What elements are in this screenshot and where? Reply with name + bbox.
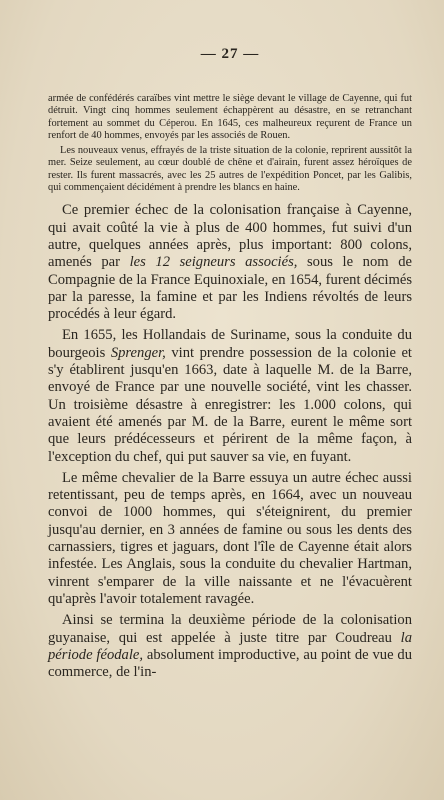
- paragraph-feudal-period: Ainsi se termina la deuxième période de la colonisation guyanaise, qui est appelée à juste titre par Coudreau la période féodale, absolument improductive, au point de vue du commerce, de l'in-: [48, 612, 412, 681]
- emphasis-text: les 12 seigneurs associés,: [129, 254, 298, 271]
- paragraph-la-barre: Le même chevalier de la Barre essuya un autre échec aussi retentissant, peu de temps après, en 1664, avec un nouveau convoi de 1000 hommes, qui s'éteignirent, du premier jusqu'au dernier, en 3 années de famine ou sous les dents des carnassiers, tigres et jaguars, dont l'île de Cayenne était alors infestée. Les Anglais, sous la conduite du chevalier Hartman, vinrent s'emparer de la ville naissante et ne l'évacuèrent qu'après l'avoir totalement ravagée.: [48, 469, 412, 607]
- main-text: [48, 202, 412, 681]
- emphasis-text: Sprenger,: [110, 344, 166, 361]
- paragraph-first-failure: Ce premier échec de la colonisation française à Cayenne, qui avait coûté la vie à plus de 400 hommes, fut suivi d'un autre, quelques années après, plus important: 800 colons, amenés par les 12 seigneurs associés, sous le nom de Compagnie de la France Equinoxiale, en 1654, furent décimés par la paresse, la famine et par les Indiens révoltés de leurs procédés à leur égard.: [48, 202, 412, 323]
- paragraph-dutch: En 1655, les Hollandais de Suriname, sous la conduite du bourgeois Sprenger, vint prendre possession de la colonie et s'y établirent jusqu'en 1663, date à laquelle M. de la Barre, envoyé de France par une nouvelle société, vint les chasser. Un troisième désastre à enregistrer: les 1.000 colons, qui avaient été amenés par M. de la Barre, eurent le même sort que leurs prédécesseurs et périrent de la même façon, à l'exception du chef, qui put sauver sa vie, en fuyant.: [48, 327, 412, 465]
- footnote-paragraph: Les nouveaux venus, effrayés de la triste situation de la colonie, reprirent aussitôt la mer. Seize seulement, au cœur doublé de chêne et d'airain, furent assez héroïques de rester. Ils furent massacrés, avec les 25 autres de l'expédition Poncet, par les Galibis, qui commençaient décidément à prendre les blancs en haine.: [48, 145, 412, 194]
- page-number: — 27 —: [200, 46, 260, 62]
- footnote-continuation: armée de confédérés caraïbes vint mettre le siège devant le village de Cayenne, qui fut détruit. Vingt cinq hommes seulement échappèrent au désastre, en se retranchant fortement au sommet du Céperou. En 1645, ces malheureux reçurent de France un renfort de 40 hommes, envoyés par les associés de Rouen.: [48, 93, 412, 141]
- emphasis-text: la période féodale,: [48, 629, 412, 663]
